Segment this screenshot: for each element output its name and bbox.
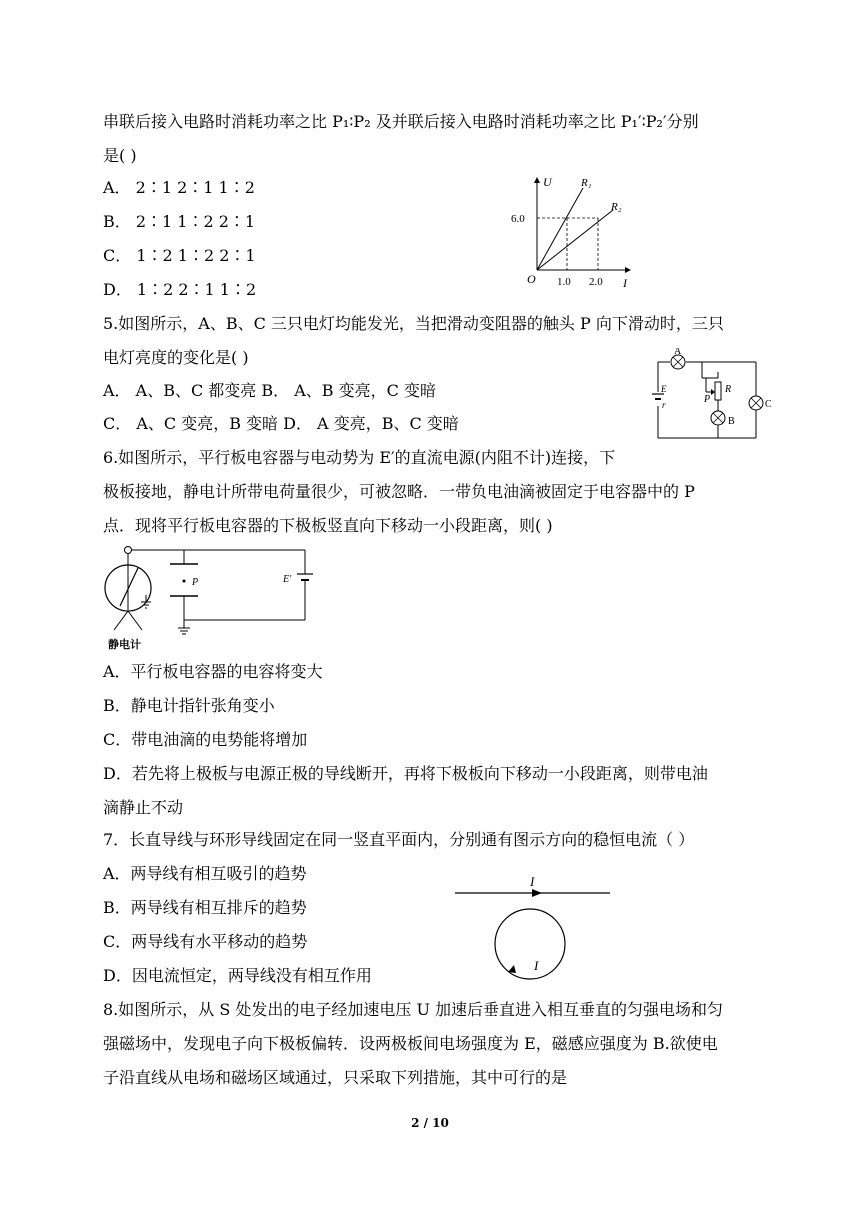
lamp-b-icon <box>711 411 725 425</box>
i-tick1-label: 1.0 <box>557 276 571 288</box>
origin-label: O <box>527 272 536 286</box>
lamp-a-icon <box>671 355 685 369</box>
battery-icon <box>297 574 313 580</box>
internal-r-label: r <box>662 400 666 410</box>
u-tick-label: 6.0 <box>511 213 525 225</box>
r1-label: R₁ <box>581 177 592 189</box>
lamp-a-label: A <box>674 348 682 357</box>
loop-current-label: I <box>534 958 539 973</box>
q6-capacitor-circuit <box>100 540 330 655</box>
emf-label: E <box>661 384 667 394</box>
q7-option-d: D．因电流恒定，两导线没有相互作用 <box>103 966 372 985</box>
q5-options-ab: A． A、B、C 都变亮 B． A、B 变亮，C 变暗 <box>103 381 436 400</box>
q4-option-b: B． 2∶1 1∶2 2∶1 <box>103 212 256 231</box>
q6-stem-line3: 点．现将平行板电容器的下极板竖直向下移动一小段距离，则( ) <box>103 516 553 535</box>
emf-label: E′ <box>283 574 292 585</box>
r1-line <box>537 188 583 270</box>
electrometer-label: 静电计 <box>108 639 141 651</box>
point-p-label: P <box>192 577 199 588</box>
wire-current-label: I <box>530 874 535 889</box>
q6-stem-line2: 极板接地，静电计所带电荷量很少，可被忽略．一带负电油滴被固定于电容器中的 P <box>103 482 695 501</box>
q5-stem-line2: 电灯亮度的变化是( ) <box>103 348 249 367</box>
straight-wire-icon <box>455 889 610 897</box>
q4-stem-line1: 串联后接入电路时消耗功率之比 P₁∶P₂ 及并联后接入电路时消耗功率之比 P₁′∶P₂′分别 <box>103 112 699 131</box>
q8-stem-line2: 强磁场中，发现电子向下极板偏转．设两极板间电场强度为 E，磁感应强度为 B.欲使电 <box>103 1034 718 1053</box>
q7-option-c: C．两导线有水平移动的趋势 <box>103 932 308 951</box>
q4-option-d: D． 1∶2 2∶1 1∶2 <box>103 280 257 299</box>
q7-option-a: A．两导线有相互吸引的趋势 <box>103 864 307 883</box>
q6-option-b: B．静电计指针张角变小 <box>103 696 275 715</box>
lamp-c-icon <box>749 396 763 410</box>
q4-option-a: A． 2∶1 2∶1 1∶2 <box>103 178 255 197</box>
q8-stem-line1: 8.如图所示，从 S 处发出的电子经加速电压 U 加速后垂直进入相互垂直的匀强电场和匀 <box>103 1000 724 1019</box>
lamp-c-label: C <box>765 399 772 410</box>
slider-label: P <box>704 394 711 405</box>
q7-wire-loop-figure <box>450 868 615 988</box>
q6-stem-line1: 6.如图所示，平行板电容器与电动势为 E′的直流电源(内阻不计)连接，下 <box>103 448 616 467</box>
lamp-b-label: B <box>728 416 735 427</box>
i-tick2-label: 2.0 <box>589 276 603 288</box>
q6-option-a: A．平行板电容器的电容将变大 <box>103 662 323 681</box>
u-axis-label: U <box>543 175 552 189</box>
circular-loop-icon <box>495 909 565 979</box>
ground-icon <box>178 628 190 634</box>
q4-option-c: C． 1∶2 1∶2 2∶1 <box>103 246 256 265</box>
q8-stem-line3: 子沿直线从电场和磁场区域通过，只采取下列措施，其中可行的是 <box>103 1068 568 1087</box>
r2-label: R₂ <box>611 201 622 213</box>
q5-circuit-diagram <box>648 348 778 443</box>
i-axis-label: I <box>623 276 627 290</box>
r2-line <box>537 210 613 270</box>
q5-options-cd: C． A、C 变亮，B 变暗 D． A 变亮，B、C 变暗 <box>103 414 459 433</box>
q5-stem-line1: 5.如图所示，A、B、C 三只电灯均能发光，当把滑动变阻器的触头 P 向下滑动时，三只 <box>103 314 724 333</box>
q4-stem-line2: 是( ) <box>103 146 137 165</box>
rheostat-label: R <box>725 384 732 395</box>
q4-ui-graph <box>505 170 635 295</box>
page-number: 2 / 10 <box>411 1116 449 1130</box>
electrometer-icon <box>105 547 151 631</box>
battery-icon <box>652 394 664 399</box>
q7-option-b: B．两导线有相互排斥的趋势 <box>103 898 307 917</box>
q6-option-c: C．带电油滴的电势能将增加 <box>103 730 308 749</box>
q6-option-d-line2: 滴静止不动 <box>103 798 184 817</box>
q6-option-d-line1: D．若先将上极板与电源正极的导线断开，再将下极板向下移动一小段距离，则带电油 <box>103 764 708 783</box>
q7-stem: 7．长直导线与环形导线固定在同一竖直平面内，分别通有图示方向的稳恒电流（ ） <box>103 830 695 849</box>
